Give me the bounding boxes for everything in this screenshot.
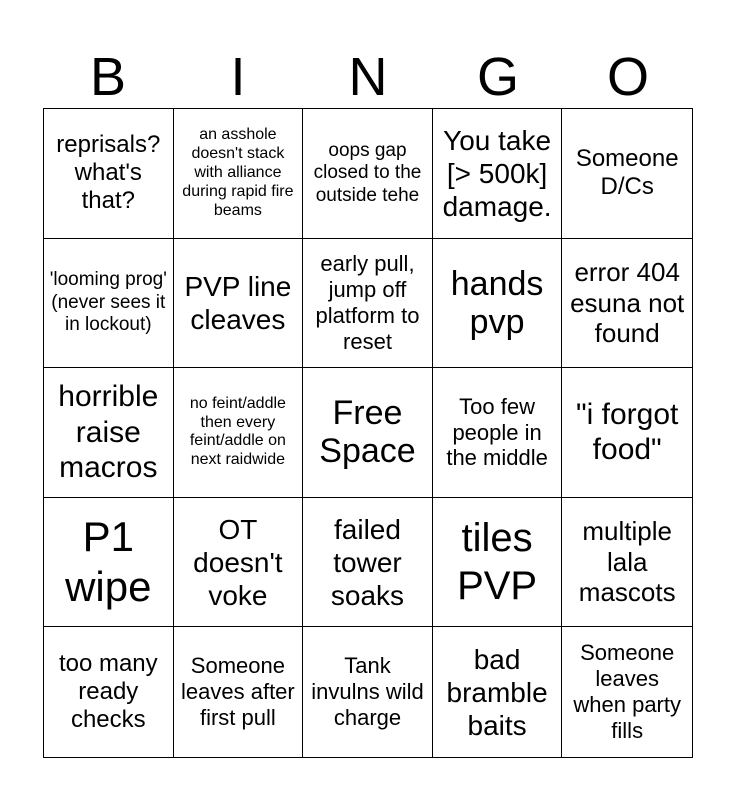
bingo-cell-r3c4[interactable] [433,368,563,498]
bingo-cell-r2c3[interactable] [303,239,433,369]
bingo-cell-r3c3[interactable] [303,368,433,498]
cell-text: P1 wipe [65,512,152,611]
cell-text: 'looming prog' (never sees it in lockout) [49,269,167,336]
header-letter-n: N [348,47,388,107]
bingo-cell-r4c2[interactable] [174,498,304,628]
header-letter-b: B [89,47,127,107]
bingo-cell-r4c5[interactable] [562,498,692,628]
bingo-cell-r3c1[interactable] [44,368,174,498]
bingo-cell-r5c4[interactable] [433,627,563,757]
bingo-cell-r2c4[interactable] [433,239,563,369]
bingo-cell-r1c3[interactable] [303,109,433,239]
cell-text: Someone leaves when party fills [573,640,681,744]
cell-text: too many ready checks [58,649,158,734]
bingo-cell-r4c3[interactable] [303,498,433,628]
cell-text: error 404 esuna not found [570,256,685,349]
bingo-cell-r3c5[interactable] [562,368,692,498]
header-letter-g: G [476,47,519,107]
header-letter-o: O [606,47,649,107]
bingo-cell-r4c4[interactable] [433,498,563,628]
cell-text: tiles PVP [457,516,538,609]
cell-text: Someone D/Cs [575,144,679,201]
bingo-cell-r4c1[interactable] [44,498,174,628]
bingo-cell-r5c2[interactable] [174,627,304,757]
bingo-cell-r2c5[interactable] [562,239,692,369]
bingo-cell-r3c2[interactable] [174,368,304,498]
bingo-cell-r2c1[interactable] [44,239,174,369]
bingo-cell-r1c4[interactable] [433,109,563,239]
cell-text: bad bramble baits [446,643,548,741]
cell-text: OT doesn't voke [193,513,283,611]
cell-text: Someone leaves after first pull [181,653,295,731]
cell-text: Too few people in the middle [446,393,548,471]
cell-text: PVP line cleaves [184,270,292,335]
cell-text: hands pvp [450,264,544,341]
bingo-cell-r2c2[interactable] [174,239,304,369]
cell-text: You take [> 500k] damage. [442,124,552,222]
cell-text: horrible raise macros [58,380,159,485]
cell-text: an asshole doesn't stack with alliance during rapid fire beams [182,126,294,219]
cell-text: Tank invulns wild charge [311,653,424,731]
cell-text: failed tower soaks [330,513,405,611]
bingo-cell-r5c3[interactable] [303,627,433,757]
header-letter-i: I [230,47,246,107]
cell-text: Free Space [319,394,416,471]
cell-text: oops gap closed to the outside tehe [313,139,422,206]
bingo-cell-r5c5[interactable] [562,627,692,757]
cell-text: early pull, jump off platform to reset [315,250,420,354]
bingo-board [43,108,693,758]
cell-text: "i forgot food" [576,398,679,467]
cell-text: reprisals? what's that? [56,130,161,215]
cell-text: no feint/addle then every feint/addle on next raidwide [189,394,286,469]
bingo-cell-r1c2[interactable] [174,109,304,239]
bingo-cell-r1c5[interactable] [562,109,692,239]
bingo-header [43,46,693,108]
cell-text: multiple lala mascots [578,516,676,608]
bingo-cell-r1c1[interactable] [44,109,174,239]
bingo-cell-r5c1[interactable] [44,627,174,757]
